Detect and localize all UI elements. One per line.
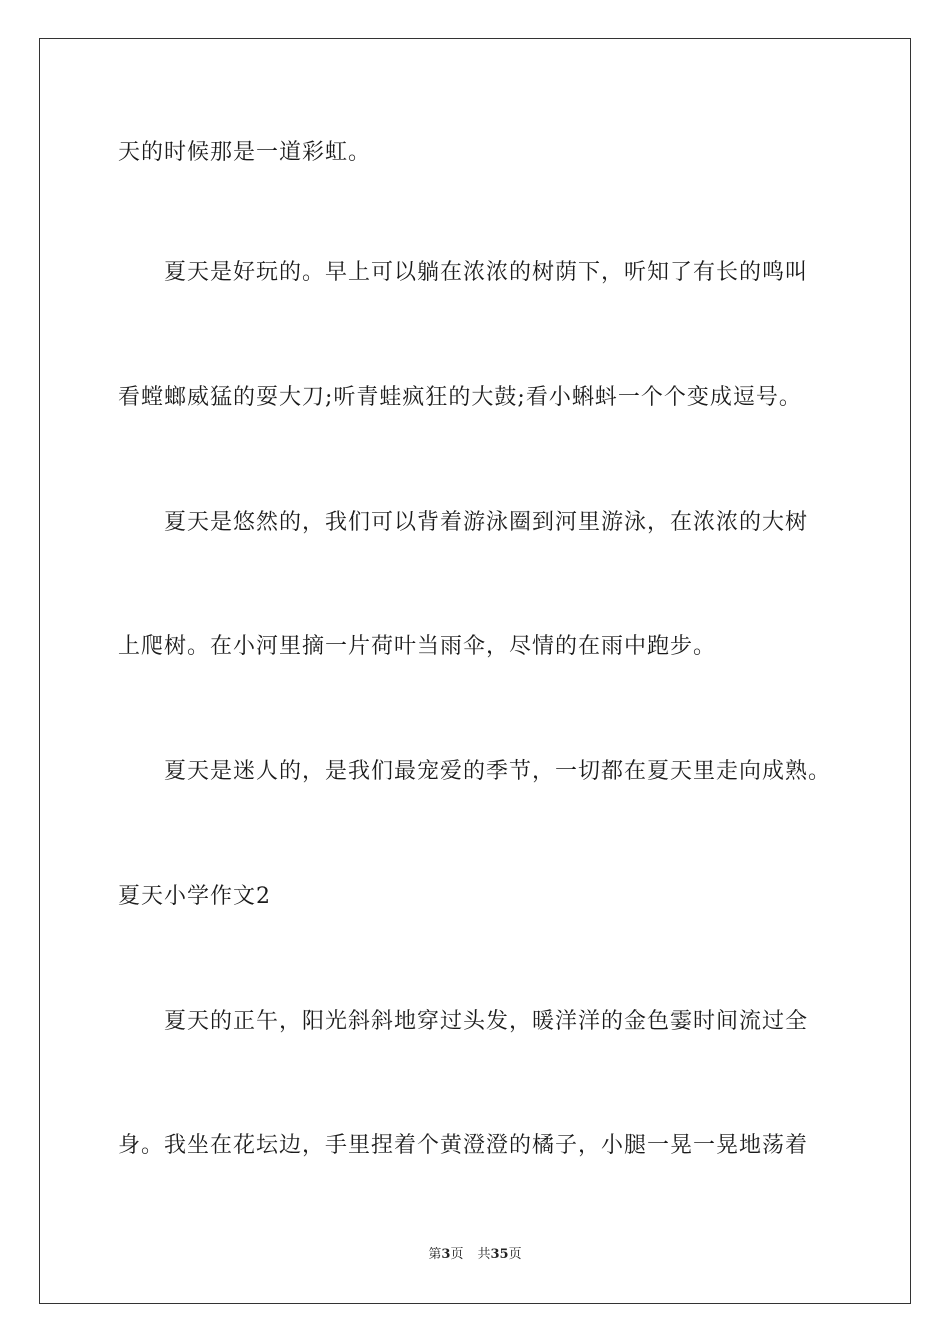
- page-border: [39, 38, 911, 1304]
- text-line-7: 夏天的正午，阳光斜斜地穿过头发，暖洋洋的金色霎时间流过全: [164, 1009, 809, 1034]
- page-number: 3: [441, 1247, 451, 1262]
- total-suffix: 页: [508, 1247, 522, 1262]
- section-heading: 夏天小学作文2: [118, 884, 271, 909]
- text-line-3: 看螳螂威猛的耍大刀;听青蛙疯狂的大鼓;看小蝌蚪一个个变成逗号。: [118, 385, 802, 410]
- text-line-6: 夏天是迷人的，是我们最宠爱的季节，一切都在夏天里走向成熟。: [164, 759, 832, 784]
- text-line-1: 天的时候那是一道彩虹。: [118, 140, 372, 165]
- page-prefix: 第: [428, 1247, 442, 1262]
- total-pages: 35: [490, 1247, 509, 1262]
- text-line-8: 身。我坐在花坛边，手里捏着个黄澄澄的橘子，小腿一晃一晃地荡着: [118, 1133, 809, 1158]
- total-prefix: 共: [477, 1247, 491, 1262]
- text-line-5: 上爬树。在小河里摘一片荷叶当雨伞，尽情的在雨中跑步。: [118, 634, 717, 659]
- text-line-2: 夏天是好玩的。早上可以躺在浓浓的树荫下，听知了有长的鸣叫: [164, 260, 809, 285]
- text-line-4: 夏天是悠然的，我们可以背着游泳圈到河里游泳，在浓浓的大树: [164, 510, 809, 535]
- page-footer: [0, 1246, 950, 1264]
- page-suffix: 页: [450, 1247, 464, 1262]
